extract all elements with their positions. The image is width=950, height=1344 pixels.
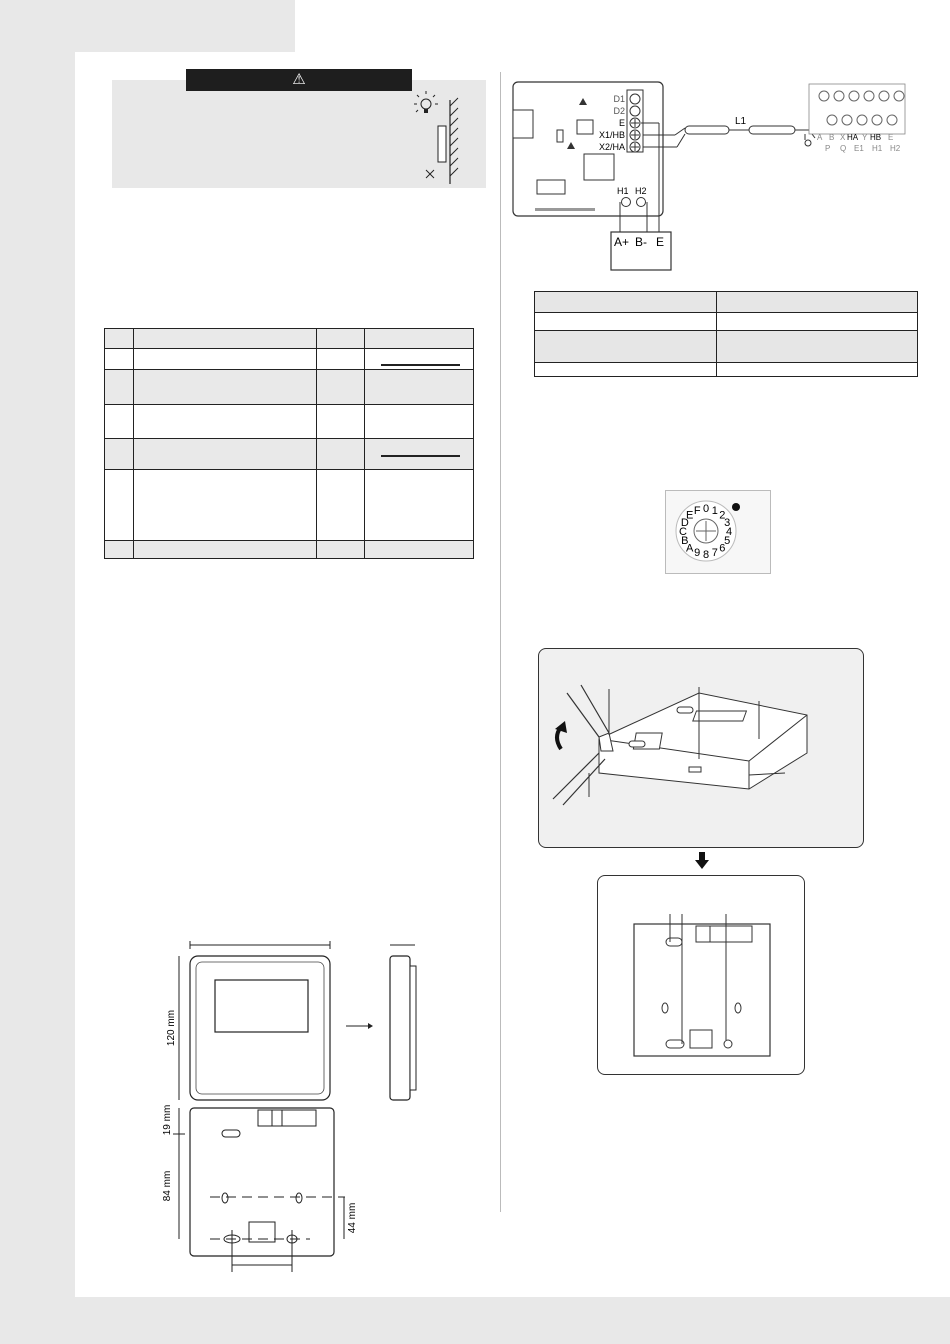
lamp-wall-illustration xyxy=(112,80,486,188)
back-plate-panel xyxy=(597,875,805,1075)
table-row xyxy=(535,313,918,331)
dimension-drawing xyxy=(150,930,440,1290)
dial-digit: 6 xyxy=(719,542,726,555)
warning-header-bar xyxy=(186,69,412,91)
terminal-label: X1/HB xyxy=(598,130,625,140)
back-plate-illustration xyxy=(598,876,804,1074)
rotary-address-switch xyxy=(666,491,770,573)
top-offset-label: 19 mm xyxy=(162,1104,173,1136)
controller-opening-illustration xyxy=(539,649,863,847)
dial-digit: 9 xyxy=(694,547,701,560)
terminal-label: X2/HA xyxy=(598,142,625,152)
table-row xyxy=(535,331,918,363)
opening-illustration-panel xyxy=(538,648,864,848)
unit-terminal-label: X xyxy=(840,133,846,142)
dial-digit: B xyxy=(681,534,689,547)
table-row xyxy=(105,470,474,541)
indicator-dot xyxy=(732,503,740,511)
unit-terminal-label: H1 xyxy=(872,144,883,153)
dial-digit: E xyxy=(686,509,694,522)
table-row xyxy=(105,541,474,559)
wiring-diagram xyxy=(505,72,925,282)
dial-digit: 0 xyxy=(702,503,710,515)
terminal-label: D2 xyxy=(613,106,625,116)
blank-line xyxy=(381,364,460,366)
dial-digit: 7 xyxy=(711,547,718,560)
dial-digit: 5 xyxy=(724,534,731,547)
bus-label: B- xyxy=(635,235,647,249)
warning-triangle-icon: ⚠ xyxy=(292,71,306,88)
unit-terminal-label: H2 xyxy=(890,144,901,153)
bus-label: A+ xyxy=(614,235,630,249)
specification-table xyxy=(104,328,474,559)
bottom-margin xyxy=(295,1297,950,1344)
table-row xyxy=(535,292,918,313)
table-row xyxy=(105,439,474,470)
table-header-row xyxy=(105,329,474,349)
table-row xyxy=(105,405,474,439)
column-divider xyxy=(500,72,501,1212)
unit-terminal-label: E xyxy=(888,133,894,142)
unit-terminal-label: HB xyxy=(870,133,882,142)
dial-digit: C xyxy=(679,526,687,538)
terminal-label: H2 xyxy=(635,186,647,196)
unit-terminal-label: HA xyxy=(847,133,859,142)
unit-terminal-label: B xyxy=(829,133,835,142)
warning-panel xyxy=(112,80,486,188)
unit-terminal-label: Q xyxy=(840,144,847,153)
table-row xyxy=(105,349,474,370)
dial-digit: 1 xyxy=(711,504,718,517)
table-row xyxy=(535,363,918,377)
dial-digit: F xyxy=(693,504,701,517)
hole-span-label: 84 mm xyxy=(162,1170,173,1202)
terminal-label: D1 xyxy=(613,94,625,104)
dial-digit: 3 xyxy=(724,517,731,530)
dial-digit: 8 xyxy=(702,549,710,561)
terminal-label: E xyxy=(618,118,625,128)
rotary-switch-panel xyxy=(665,490,771,574)
unit-terminal-label: E1 xyxy=(854,144,864,153)
down-arrow-icon xyxy=(695,852,709,870)
unit-terminal-label: A xyxy=(817,133,823,142)
bus-label: E xyxy=(656,235,665,249)
top-margin xyxy=(295,0,950,52)
dial-digit: 4 xyxy=(725,526,733,538)
dial-digit: A xyxy=(686,542,694,555)
dial-digit: 2 xyxy=(719,509,726,522)
table-row xyxy=(105,370,474,405)
unit-terminal-label: Y xyxy=(862,133,868,142)
cable-label: L1 xyxy=(735,116,747,127)
bottom-offset-label: 44 mm xyxy=(347,1202,358,1234)
unit-terminal-label: P xyxy=(825,144,831,153)
height-dimension-label: 120 mm xyxy=(166,1009,177,1047)
blank-line xyxy=(381,455,460,457)
dial-digit: D xyxy=(680,517,689,530)
terminal-label: H1 xyxy=(617,186,629,196)
wiring-spec-table xyxy=(534,291,918,377)
